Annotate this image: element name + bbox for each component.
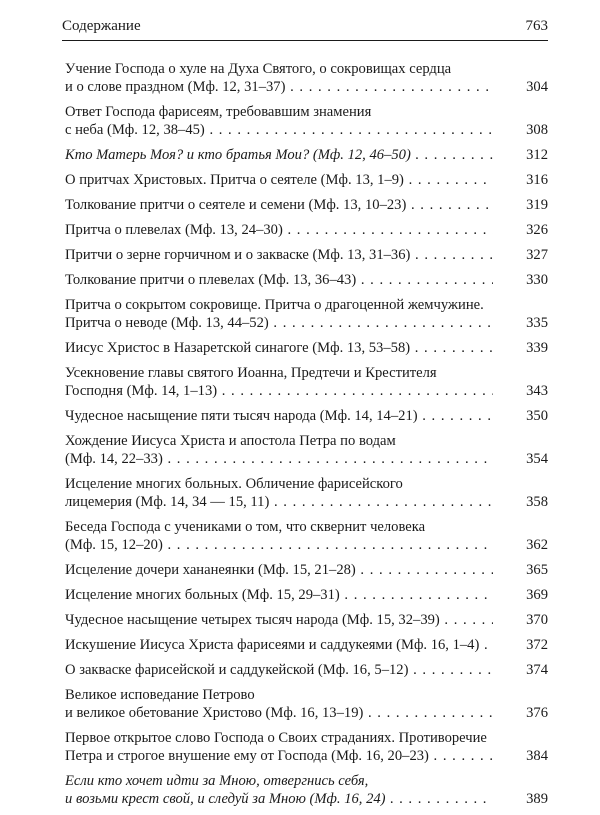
toc-entry-page: 389 bbox=[526, 791, 548, 807]
toc-entry-line: Иисус Христос в Назаретской синагоге (Мф. 13, 53–58) . . . bbox=[65, 339, 493, 357]
toc-entry bbox=[65, 772, 548, 808]
toc-entry bbox=[65, 339, 548, 357]
toc-entry-page: 308 bbox=[526, 122, 548, 138]
toc-entry bbox=[65, 636, 548, 654]
toc-entry-page: 350 bbox=[526, 408, 548, 424]
toc-entry-line: Господня (Мф. 14, 1–13) . . . bbox=[65, 382, 493, 400]
toc-entry bbox=[65, 729, 548, 765]
toc-entry-page: 304 bbox=[526, 79, 548, 95]
toc-entry-line: и о слове праздном (Мф. 12, 31–37) . . . bbox=[65, 78, 493, 96]
toc-entry-line: Исцеление многих больных. Обличение фарисейского bbox=[65, 476, 403, 492]
toc-entry-line: Петра и строгое внушение ему от Господа (Мф. 16, 20–23) . . . bbox=[65, 747, 493, 765]
toc-entry-page: 343 bbox=[526, 383, 548, 399]
toc-entry-page: 319 bbox=[526, 197, 548, 213]
toc-entry-title bbox=[65, 196, 548, 214]
toc-entry bbox=[65, 432, 548, 468]
toc-entry-title bbox=[65, 60, 548, 96]
toc-entry-page: 339 bbox=[526, 340, 548, 356]
toc-entry-page: 326 bbox=[526, 222, 548, 238]
toc-entry bbox=[65, 661, 548, 679]
toc-entry bbox=[65, 171, 548, 189]
toc-entry-page: 335 bbox=[526, 315, 548, 331]
toc-entry-page: 316 bbox=[526, 172, 548, 188]
toc-entry-page: 358 bbox=[526, 494, 548, 510]
toc-entry-line: лицемерия (Мф. 14, 34 — 15, 11) . . . bbox=[65, 493, 493, 511]
toc-entry bbox=[65, 146, 548, 164]
toc-entry-title bbox=[65, 296, 548, 332]
toc-entry bbox=[65, 246, 548, 264]
toc-entry bbox=[65, 686, 548, 722]
toc-entry-page: 327 bbox=[526, 247, 548, 263]
toc-entry-title bbox=[65, 661, 548, 679]
toc-entry-page: 372 bbox=[526, 637, 548, 653]
toc-entry-page: 354 bbox=[526, 451, 548, 467]
toc-entry-line: Великое исповедание Петрово bbox=[65, 687, 255, 703]
toc-entry-line: Чудесное насыщение пяти тысяч народа (Мф. 14, 14–21) . . . bbox=[65, 407, 493, 425]
toc-entry-title bbox=[65, 221, 548, 239]
table-of-contents bbox=[65, 60, 548, 815]
toc-entry bbox=[65, 518, 548, 554]
toc-entry bbox=[65, 407, 548, 425]
toc-entry-line: Первое открытое слово Господа о Своих страданиях. Противоречие bbox=[65, 730, 487, 746]
toc-entry-line: Исцеление дочери хананеянки (Мф. 15, 21–28) . . . bbox=[65, 561, 493, 579]
toc-entry bbox=[65, 611, 548, 629]
toc-entry-line: Если кто хочет идти за Мною, отвергнись себя, bbox=[65, 773, 369, 789]
toc-entry bbox=[65, 221, 548, 239]
toc-entry bbox=[65, 60, 548, 96]
toc-entry-title bbox=[65, 729, 548, 765]
toc-entry bbox=[65, 364, 548, 400]
toc-entry-line: О притчах Христовых. Притча о сеятеле (Мф. 13, 1–9) . . . bbox=[65, 171, 493, 189]
toc-entry-title bbox=[65, 171, 548, 189]
toc-entry bbox=[65, 103, 548, 139]
toc-entry bbox=[65, 561, 548, 579]
running-header bbox=[62, 18, 548, 41]
toc-entry-line: Хождение Иисуса Христа и апостола Петра по водам bbox=[65, 433, 396, 449]
toc-entry-line: и великое обетование Христово (Мф. 16, 13–19) . . . bbox=[65, 704, 493, 722]
toc-entry-line: Усекновение главы святого Иоанна, Предтечи и Крестителя bbox=[65, 365, 437, 381]
header-page-number: 763 bbox=[525, 18, 548, 34]
toc-entry-line: Учение Господа о хуле на Духа Святого, о сокровищах сердца bbox=[65, 61, 452, 77]
toc-entry bbox=[65, 586, 548, 604]
toc-entry-title bbox=[65, 586, 548, 604]
toc-entry-line: и возьми крест свой, и следуй за Мною (Мф. 16, 24) . . . bbox=[65, 790, 493, 808]
toc-entry-line: Толкование притчи о плевелах (Мф. 13, 36–43) . . . bbox=[65, 271, 493, 289]
toc-entry-line: (Мф. 15, 12–20) . . . bbox=[65, 536, 493, 554]
toc-entry-line: с неба (Мф. 12, 38–45) . . . bbox=[65, 121, 493, 139]
toc-entry-title bbox=[65, 611, 548, 629]
toc-entry-line: Искушение Иисуса Христа фарисеями и саддукеями (Мф. 16, 1–4) . . . bbox=[65, 636, 493, 654]
toc-entry-page: 365 bbox=[526, 562, 548, 578]
toc-entry-line: Притча о сокрытом сокровище. Притча о драгоценной жемчужине. bbox=[65, 297, 484, 313]
toc-entry-line: Исцеление многих больных (Мф. 15, 29–31) . . . bbox=[65, 586, 493, 604]
toc-entry-page: 369 bbox=[526, 587, 548, 603]
toc-entry bbox=[65, 475, 548, 511]
toc-entry-line: О закваске фарисейской и саддукейской (Мф. 16, 5–12) . . . bbox=[65, 661, 493, 679]
toc-entry-page: 376 bbox=[526, 705, 548, 721]
toc-entry-line: Кто Матерь Моя? и кто братья Мои? (Мф. 12, 46–50) . . . bbox=[65, 146, 493, 164]
toc-entry-page: 374 bbox=[526, 662, 548, 678]
toc-entry-page: 330 bbox=[526, 272, 548, 288]
toc-entry-title bbox=[65, 407, 548, 425]
toc-entry-title bbox=[65, 636, 548, 654]
toc-entry-line: (Мф. 14, 22–33) . . . bbox=[65, 450, 493, 468]
toc-entry-title bbox=[65, 246, 548, 264]
toc-entry-title bbox=[65, 686, 548, 722]
toc-entry bbox=[65, 271, 548, 289]
toc-entry-line: Притча о плевелах (Мф. 13, 24–30) . . . bbox=[65, 221, 493, 239]
toc-entry-line: Ответ Господа фарисеям, требовавшим знамения bbox=[65, 104, 372, 120]
toc-entry-line: Толкование притчи о сеятеле и семени (Мф. 13, 10–23) . . . bbox=[65, 196, 493, 214]
toc-entry-title bbox=[65, 339, 548, 357]
toc-entry-line: Чудесное насыщение четырех тысяч народа (Мф. 15, 32–39) . . . bbox=[65, 611, 493, 629]
toc-entry-page: 370 bbox=[526, 612, 548, 628]
header-title: Содержание bbox=[62, 18, 141, 34]
toc-entry-line: Беседа Господа с учениками о том, что сквернит человека bbox=[65, 519, 426, 535]
toc-entry-page: 384 bbox=[526, 748, 548, 764]
toc-entry-title bbox=[65, 772, 548, 808]
toc-entry-title bbox=[65, 518, 548, 554]
toc-entry-title bbox=[65, 146, 548, 164]
toc-entry-line: Притчи о зерне горчичном и о закваске (Мф. 13, 31–36) . . . bbox=[65, 246, 493, 264]
toc-entry-title bbox=[65, 561, 548, 579]
toc-entry-title bbox=[65, 475, 548, 511]
toc-entry-title bbox=[65, 271, 548, 289]
toc-entry bbox=[65, 296, 548, 332]
toc-entry-title bbox=[65, 364, 548, 400]
toc-entry-line: Притча о неводе (Мф. 13, 44–52) . . . bbox=[65, 314, 493, 332]
toc-entry-page: 312 bbox=[526, 147, 548, 163]
toc-entry bbox=[65, 196, 548, 214]
toc-entry-title bbox=[65, 432, 548, 468]
toc-entry-page: 362 bbox=[526, 537, 548, 553]
toc-entry-title bbox=[65, 103, 548, 139]
